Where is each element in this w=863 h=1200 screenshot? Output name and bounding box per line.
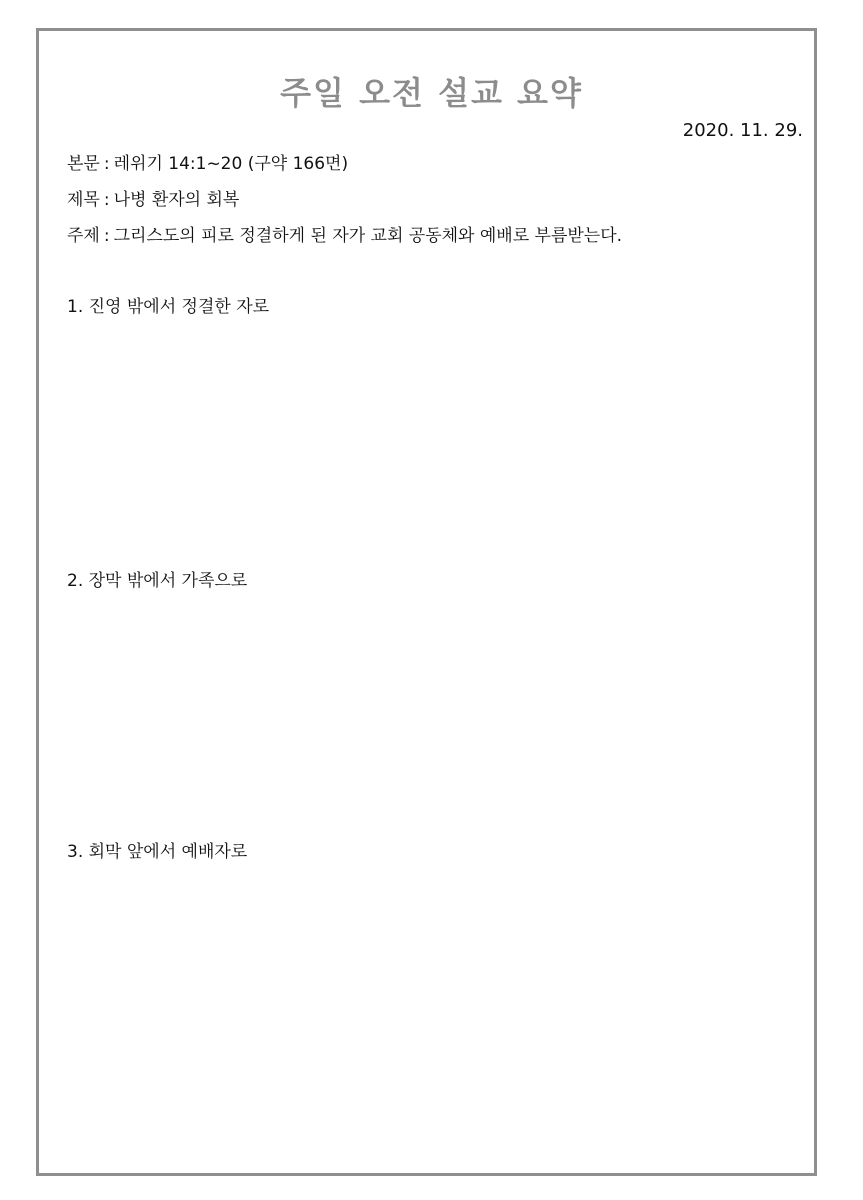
meta-scripture-label: 본문 [67, 154, 100, 174]
section-heading-3: 3. 회막 앞에서 예배자로 [67, 842, 248, 862]
meta-subject-label: 제목 [67, 190, 100, 210]
meta-scripture-value: 레위기 14:1~20 (구약 166면) [113, 154, 349, 174]
meta-theme [67, 228, 622, 245]
meta-theme-label: 주제 [67, 226, 100, 246]
section-heading-1: 1. 진영 밖에서 정결한 자로 [67, 297, 270, 317]
meta-separator: : [103, 154, 110, 174]
meta-subject [67, 192, 239, 209]
section-heading-2: 2. 장막 밖에서 가족으로 [67, 571, 248, 591]
meta-separator: : [103, 190, 110, 210]
meta-separator: : [103, 226, 110, 246]
meta-scripture [67, 156, 348, 173]
meta-subject-value: 나병 환자의 회복 [113, 190, 240, 210]
meta-theme-value: 그리스도의 피로 정결하게 된 자가 교회 공동체와 예배로 부름받는다. [113, 226, 623, 246]
document-date: 2020. 11. 29. [682, 120, 803, 141]
document-title: 주일 오전 설교 요약 [280, 74, 583, 112]
